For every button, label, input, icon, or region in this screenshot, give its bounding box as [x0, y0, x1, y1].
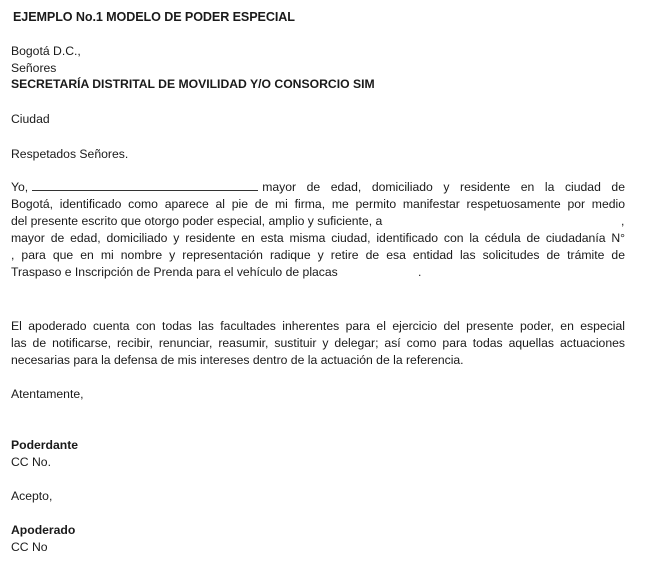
paragraph2-line2: las de notificarse, recibir, renunciar, reasumir, sustituir y delegar; así como para todas aquellas actuaciones [11, 336, 625, 350]
salutation-to: Señores [11, 61, 57, 75]
paragraph1-line5: , para que en mi nombre y representación radique y retire de esa entidad las solicitudes de trámite de [11, 248, 625, 262]
signer2-role: Apoderado [11, 523, 76, 537]
paragraph2-line1: El apoderado cuenta con todas las facultades inherentes para el ejercicio del presente poder, en especial [11, 319, 625, 333]
place-date: Bogotá D.C., [11, 44, 81, 58]
acceptance: Acepto, [11, 489, 53, 503]
document-title: EJEMPLO No.1 MODELO DE PODER ESPECIAL [13, 10, 295, 24]
yo-label: Yo, [11, 180, 29, 194]
paragraph1-line1 [11, 179, 625, 195]
paragraph1-line3: del presente escrito que otorgo poder especial, amplio y suficiente, a [11, 214, 383, 228]
paragraph1-line6-end: . [418, 265, 422, 279]
paragraph1-line3-end: , [621, 214, 625, 228]
closing: Atentamente, [11, 387, 84, 401]
paragraph1-line6: Traspaso e Inscripción de Prenda para el vehículo de placas [11, 265, 338, 279]
recipient: SECRETARÍA DISTRITAL DE MOVILIDAD Y/O CONSORCIO SIM [11, 77, 375, 91]
paragraph1-line4: mayor de edad, domiciliado y residente en esta misma ciudad, identificado con la cédula de ciudadanía N° [11, 231, 625, 245]
signer2-id-label: CC No [11, 540, 48, 554]
paragraph1-line2: Bogotá, identificado como aparece al pie de mi firma, me permito manifestar respetuosamente por medio [11, 197, 625, 211]
greeting: Respetados Señores. [11, 147, 129, 161]
city: Ciudad [11, 112, 50, 126]
signer1-id-label: CC No. [11, 455, 51, 469]
signer1-role: Poderdante [11, 438, 79, 452]
paragraph1-line1-end: mayor de edad, domiciliado y residente en la ciudad de [262, 180, 625, 194]
paragraph2-line3: necesarias para la defensa de mis intereses dentro de la actuación de la referencia. [11, 353, 464, 367]
grantor-name-blank [32, 180, 258, 191]
